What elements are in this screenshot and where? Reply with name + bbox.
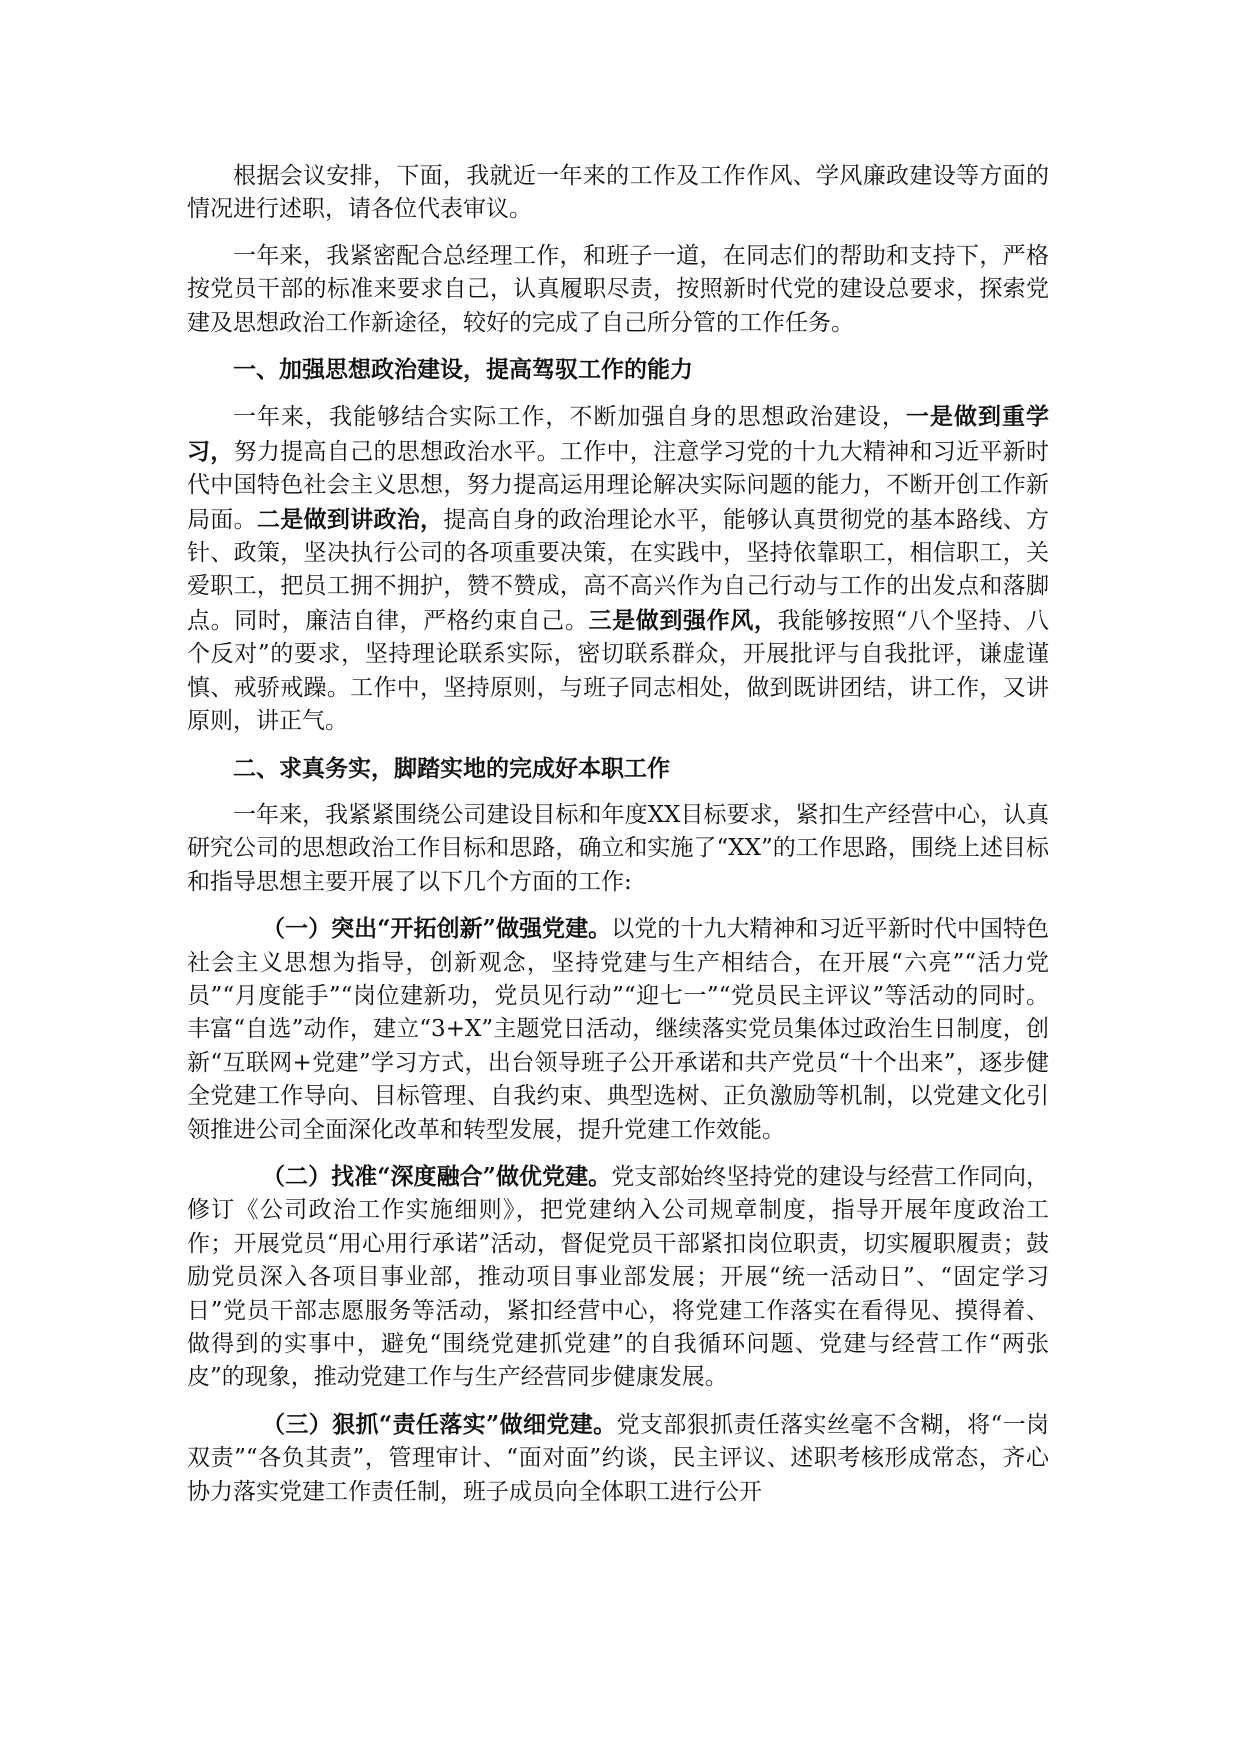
section-2-item-1-text: 以党的十九大精神和习近平新时代中国特色社会主义思想为指导，创新观念，坚持党建与生产相结合，在开展“六亮”“活力党员”“月度能手”“岗位建新功，党员见行动”“迎七一”“党员民主评议”等活动的同时。丰富“自选”动作，建立“3+X”主题党日活动，继续落实党员集体过政治生日制度，创新“互联网+党建”学习方式，出台领导班子公开承诺和共产党员“十个出来”，逐步健全党建工作导向、目标管理、自我约束、典型选树、正负激励等机制，以党建文化引领推进公司全面深化改革和转型发展，提升党建工作效能。 [187,916,1049,1143]
section-1-text-3: 提高自身的政治理论水平，能够认真贯彻党的基本路线、方针、政策，坚决执行公司的各项重要决策，在实践中，坚持依靠职工，相信职工，关爱职工，把员工拥不拥护，赞不赞成，高不高兴作为自己行动与工作的出发点和落脚点。同时，廉洁自律，严格约束自己。 [187,506,1050,634]
section-1-text-4: 我能够按照“八个坚持、八个反对”的要求，坚持理论联系实际，密切联系群众，开展批评与自我批评，谦虚谨慎、戒骄戒躁。工作中，坚持原则，与班子同志相处，做到既讲团结，讲工作，又讲原则，讲正气。 [187,607,1050,735]
intro-text-1: 根据会议安排，下面，我就近一年来的工作及工作作风、学风廉政建设等方面的情况进行述职，请各位代表审议。 [187,163,1049,223]
section-1-bold-2: 二是做到讲政治， [256,505,444,533]
section-2-heading [187,752,1049,785]
section-1-bold-1: 一是做到重学习， [187,403,1050,465]
section-1-text-2: 努力提高自己的思想政治水平。工作中，注意学习党的十九大精神和习近平新时代中国特色社会主义思想，努力提高运用理论解决实际问题的能力，不断开创工作新局面。 [187,438,1050,533]
section-2-item-2-title: （二）找准“深度融合”做优党建。 [262,1162,612,1190]
section-2-item-1-title: （一）突出“开拓创新”做强党建。 [262,915,612,943]
section-2-heading-text: 二、求真务实，脚踏实地的完成好本职工作 [233,754,670,782]
section-2-item-2 [187,1160,1049,1395]
section-2-item-1 [187,912,1049,1147]
section-2-item-3 [187,1408,1049,1509]
section-2-intro-paragraph [187,799,1049,899]
intro-paragraph-1 [187,160,1049,227]
section-2-item-3-title: （三）狠抓“责任落实”做细党建。 [262,1410,617,1438]
intro-text-2: 一年来，我紧密配合总经理工作，和班子一道，在同志们的帮助和支持下，严格按党员干部的标准来要求自己，认真履职尽责，按照新时代党的建设总要求，探索党建及思想政治工作新途径，较好的完成了自己所分管的工作任务。 [187,242,1049,336]
section-1-bold-3: 三是做到强作风， [588,606,778,634]
section-2-item-3-text: 党支部狠抓责任落实丝毫不含糊，将“一岗双责”“各负其责”，管理审计、“面对面”约谈，民主评议、述职考核形成常态，齐心协力落实党建工作责任制，班子成员向全体职工进行公开 [187,1411,1049,1505]
section-1-heading [187,353,1049,386]
section-1-text-1: 一年来，我能够结合实际工作，不断加强自身的思想政治建设， [233,404,906,431]
section-1-heading-text: 一、加强思想政治建设，提高驾驭工作的能力 [233,356,693,384]
section-1-paragraph [187,400,1049,738]
section-2-item-2-text: 党支部始终坚持党的建设与经营工作同向，修订《公司政治工作实施细则》，把党建纳入公司规章制度，指导开展年度政治工作；开展党员“用心用行承诺”活动，督促党员干部紧扣岗位职责，切实履职履责；鼓励党员深入各项目事业部，推动项目事业部发展；开展“统一活动日”、“固定学习日”党员干部志愿服务等活动，紧扣经营中心，将党建工作落实在看得见、摸得着、做得到的实事中，避免“围绕党建抓党建”的自我循环问题、党建与经营工作“两张皮”的现象，推动党建工作与生产经营同步健康发展。 [187,1163,1049,1391]
section-2-intro-text: 一年来，我紧紧围绕公司建设目标和年度XX目标要求，紧扣生产经营中心，认真研究公司的思想政治工作目标和思路，确立和实施了“XX”的工作思路，围绕上述目标和指导思想主要开展了以下几个方面的工作: [187,801,1049,895]
intro-paragraph-2 [187,240,1049,340]
document-page [187,160,1049,1522]
